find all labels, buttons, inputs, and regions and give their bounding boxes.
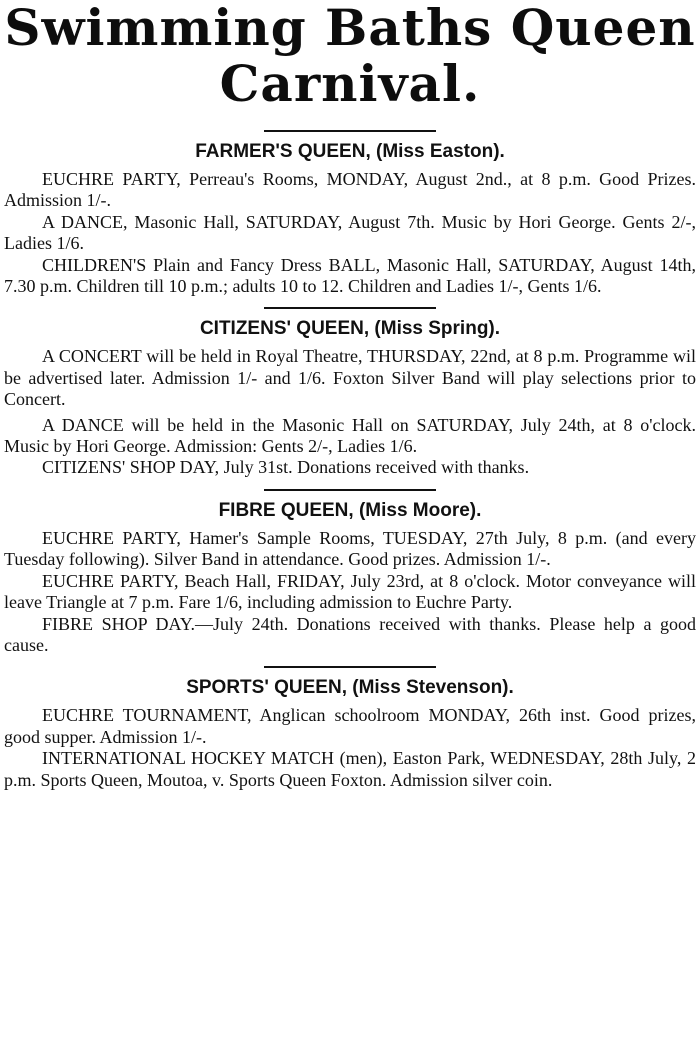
- title-line-2: Carnival.: [219, 54, 481, 113]
- section-paragraph: EUCHRE PARTY, Perreau's Rooms, MONDAY, August 2nd., at 8 p.m. Good Prizes. Admission 1/-.: [4, 169, 696, 211]
- section-farmers-queen: [4, 140, 696, 297]
- title-line-1: Swimming Baths Queen: [4, 0, 696, 57]
- section-divider: [264, 666, 436, 668]
- page-title: [4, 0, 696, 112]
- section-paragraph: CHILDREN'S Plain and Fancy Dress BALL, Masonic Hall, SATURDAY, August 14th, 7.30 p.m. Children till 10 p.m.; adults 10 to 12. Children and Ladies 1/-, Gents 1/6.: [4, 254, 696, 297]
- section-sports-queen: [4, 676, 696, 791]
- section-divider: [264, 130, 436, 132]
- section-paragraph: A DANCE, Masonic Hall, SATURDAY, August 7th. Music by Hori George. Gents 2/-, Ladies 1/6.: [4, 211, 696, 254]
- section-paragraph: INTERNATIONAL HOCKEY MATCH (men), Easton Park, WEDNESDAY, 28th July, 2 p.m. Sports Queen, Moutoa, v. Sports Queen Foxton. Admission silver coin.: [4, 748, 696, 790]
- section-paragraph: A CONCERT will be held in Royal Theatre, THURSDAY, 22nd, at 8 p.m. Programme wil be advertised later. Admission 1/- and 1/6. Foxton Silver Band will play selections prior to Concert.: [4, 346, 696, 410]
- section-paragraph: EUCHRE PARTY, Beach Hall, FRIDAY, July 23rd, at 8 o'clock. Motor conveyance will leave Triangle at 7 p.m. Fare 1/6, including admission to Euchre Party.: [4, 570, 696, 613]
- section-heading: FIBRE QUEEN, (Miss Moore).: [218, 499, 482, 521]
- section-paragraph: EUCHRE PARTY, Hamer's Sample Rooms, TUESDAY, 27th July, 8 p.m. (and every Tuesday following). Silver Band in attendance. Good prizes. Admission 1/-.: [4, 527, 696, 570]
- section-paragraph: EUCHRE TOURNAMENT, Anglican schoolroom MONDAY, 26th inst. Good prizes, good supper. Admission 1/-.: [4, 705, 696, 747]
- section-fibre-queen: [4, 499, 696, 656]
- section-divider: [264, 489, 436, 491]
- section-heading: FARMER'S QUEEN, (Miss Easton).: [195, 141, 505, 162]
- section-citizens-queen: [4, 317, 696, 478]
- section-heading: CITIZENS' QUEEN, (Miss Spring).: [199, 318, 501, 340]
- section-divider: [264, 307, 436, 309]
- section-paragraph: A DANCE will be held in the Masonic Hall on SATURDAY, July 24th, at 8 o'clock. Music by Hori George. Admission: Gents 2/-, Ladies 1/6.: [4, 414, 696, 457]
- section-paragraph: FIBRE SHOP DAY.—July 24th. Donations received with thanks. Please help a good cause.: [4, 613, 696, 655]
- section-heading: SPORTS' QUEEN, (Miss Stevenson).: [186, 677, 514, 699]
- section-paragraph: CITIZENS' SHOP DAY, July 31st. Donations received with thanks.: [42, 457, 530, 478]
